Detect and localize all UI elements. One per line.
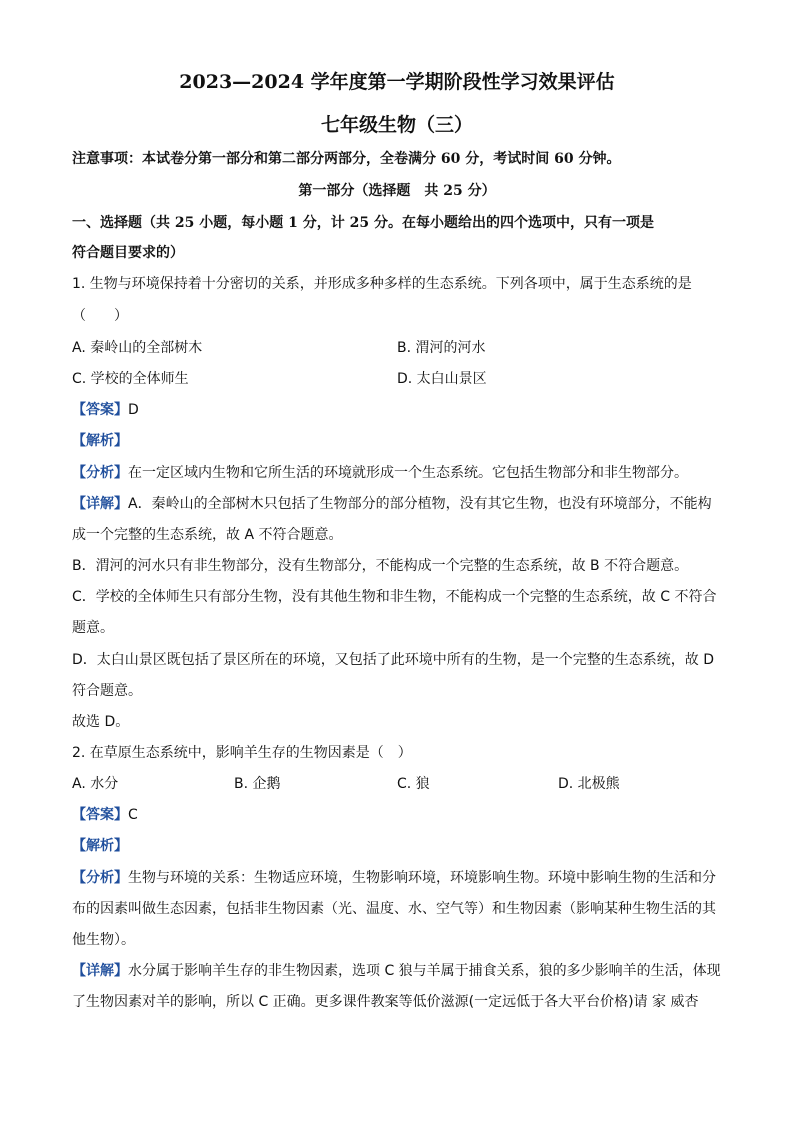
analysis-tag: 【解析】 — [72, 433, 128, 449]
q1-stem-line2: （ ） — [72, 308, 128, 324]
q1-d-explanation-line1: D．太白山景区既包括了景区所在的环境，又包括了此环境中所有的生物，是一个完整的生态系统，故 D — [72, 652, 715, 668]
q2-stem: 2. 在草原生态系统中，影响羊生存的生物因素是（ ） — [72, 745, 412, 761]
q1-xiangjie-line1 — [72, 495, 712, 513]
q2-option-a: A. 水分 — [72, 776, 119, 792]
section-heading-line2: 符合题目要求的） — [72, 245, 184, 261]
q1-analysis-line — [72, 432, 128, 450]
fenxi-tag: 【分析】 — [72, 465, 128, 481]
q1-option-d: D. 太白山景区 — [397, 371, 487, 387]
q1-option-a: A. 秦岭山的全部树木 — [72, 340, 203, 356]
q1-b-explanation: B．渭河的河水只有非生物部分，没有生物部分，不能构成一个完整的生态系统，故 B 不符合题意。 — [72, 558, 689, 574]
q1-fenxi: 在一定区域内生物和它所生活的环境就形成一个生态系统。它包括生物部分和非生物部分。 — [128, 465, 688, 481]
q2-xiangjie-text1: 水分属于影响羊生存的非生物因素，选项 C 狼与羊属于捕食关系，狼的多少影响羊的生活，体现 — [128, 963, 721, 979]
part-one-heading: 第一部分（选择题 共 25 分） — [298, 183, 496, 199]
q2-xiangjie-line2: 了生物因素对羊的影响，所以 C 正确。更多课件教案等低价滋源(一定远低于各大平台价格)请 家 威杏 — [72, 994, 699, 1010]
q1-answer: D — [128, 402, 139, 418]
q1-option-c: C. 学校的全体师生 — [72, 371, 189, 387]
exam-subtitle: 七年级生物（三） — [320, 114, 473, 136]
xiangjie-tag: 【详解】 — [72, 496, 128, 512]
q2-answer: C — [128, 807, 138, 823]
section-heading-line1: 一、选择题（共 25 小题，每小题 1 分，计 25 分。在每小题给出的四个选项中，只有一项是 — [72, 215, 654, 231]
answer-tag: 【答案】 — [72, 807, 128, 823]
analysis-tag: 【解析】 — [72, 838, 128, 854]
q1-stem-line1: 1. 生物与环境保持着十分密切的关系，并形成多种多样的生态系统。下列各项中，属于生态系统的是 — [72, 276, 692, 292]
q1-fenxi-line — [72, 464, 688, 482]
q1-conclusion: 故选 D。 — [72, 714, 130, 730]
q1-option-b: B. 渭河的河水 — [397, 340, 486, 356]
fenxi-tag: 【分析】 — [72, 870, 128, 886]
q1-xiangjie-line2: 成一个完整的生态系统，故 A 不符合题意。 — [72, 527, 343, 543]
q2-answer-line — [72, 806, 138, 824]
exam-title: 2023—2024 学年度第一学期阶段性学习效果评估 — [179, 71, 615, 93]
notice: 注意事项：本试卷分第一部分和第二部分两部分，全卷满分 60 分，考试时间 60 分钟。 — [72, 151, 621, 167]
q2-analysis-line — [72, 837, 128, 855]
answer-tag: 【答案】 — [72, 402, 128, 418]
q2-fenxi-line1 — [72, 869, 716, 887]
xiangjie-tag: 【详解】 — [72, 963, 128, 979]
q1-c-explanation-line2: 题意。 — [72, 620, 114, 636]
q2-fenxi-line2: 布的因素叫做生态因素，包括非生物因素（光、温度、水、空气等）和生物因素（影响某种生物生活的其 — [72, 901, 716, 917]
q1-answer-line — [72, 401, 139, 419]
q1-d-explanation-line2: 符合题意。 — [72, 683, 142, 699]
q1-c-explanation-line1: C．学校的全体师生只有部分生物，没有其他生物和非生物，不能构成一个完整的生态系统，故 C 不符合 — [72, 589, 717, 605]
q2-option-b: B. 企鹅 — [234, 776, 281, 792]
q2-fenxi-line3: 他生物）。 — [72, 932, 135, 948]
q1-xiangjie-text1: A．秦岭山的全部树木只包括了生物部分的部分植物，没有其它生物，也没有环境部分，不能构 — [128, 496, 712, 512]
q2-option-c: C. 狼 — [397, 776, 430, 792]
q2-fenxi-text1: 生物与环境的关系：生物适应环境，生物影响环境，环境影响生物。环境中影响生物的生活和分 — [128, 870, 716, 886]
q2-option-d: D. 北极熊 — [558, 776, 620, 792]
q2-xiangjie-line1 — [72, 962, 721, 980]
